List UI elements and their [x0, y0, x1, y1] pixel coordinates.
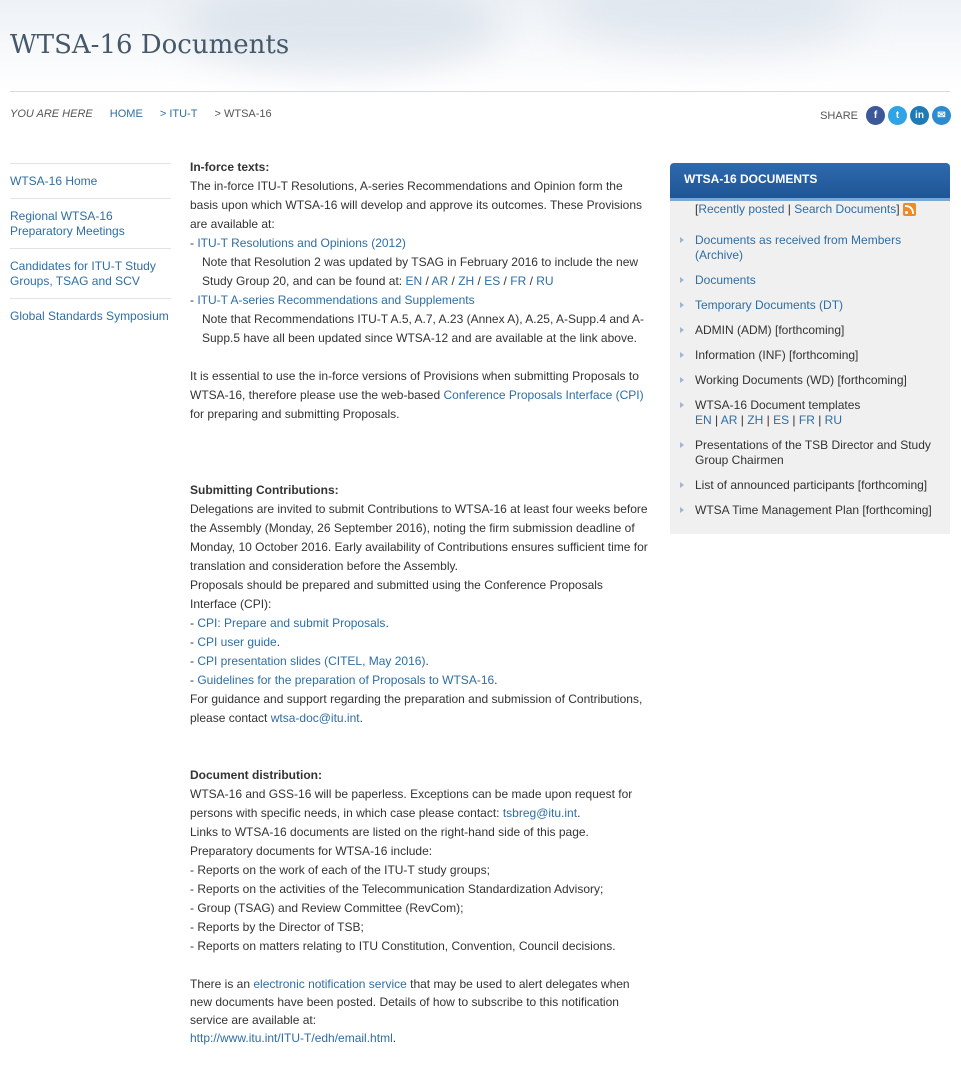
- distribution-paragraph: WTSA-16 and GSS-16 will be paperless. Exceptions can be made upon request for persons with specific needs, in which case please contact: tsbreg@itu.int.: [190, 787, 633, 820]
- presentations-label: Presentations of the TSB Director and Study Group Chairmen: [695, 438, 931, 467]
- arrow-icon: [680, 277, 684, 283]
- distribution-heading: Document distribution:: [190, 768, 322, 782]
- sidebar-item-wd: [670, 373, 950, 398]
- breadcrumb-itut-link[interactable]: > ITU-T: [159, 108, 198, 120]
- contrib-cpi-text: Proposals should be prepared and submitted using the Conference Proposals Interface (CPI):: [190, 578, 603, 611]
- arrow-icon: [680, 402, 684, 408]
- sidebar-quick-links: [695, 202, 916, 216]
- sidebar-item-presentations: [670, 438, 950, 478]
- lang-link-ar[interactable]: AR: [431, 274, 449, 288]
- prep-bullet: - Reports on the work of each of the ITU-T study groups;: [190, 863, 490, 877]
- left-nav-gss[interactable]: Global Standards Symposium: [10, 298, 171, 333]
- notify-text-post: that may be used to alert delegates when new documents have been posted. Details of how to subscribe to this notification service are available at:: [190, 977, 630, 1027]
- page-title: WTSA-16 Documents: [10, 30, 290, 60]
- arrow-icon: [680, 237, 684, 243]
- cpi-link[interactable]: Conference Proposals Interface (CPI): [443, 388, 644, 402]
- aseries-item: - ITU-T A-series Recommendations and Supplements: [190, 293, 475, 307]
- breadcrumb: [10, 108, 286, 120]
- template-lang-ru[interactable]: RU: [824, 413, 843, 427]
- sidebar-item-templates: WTSA-16 Document templates EN | AR | ZH | ES | FR | RU: [670, 398, 950, 438]
- resolutions-link[interactable]: ITU-T Resolutions and Opinions (2012): [197, 236, 406, 250]
- arrow-icon: [680, 302, 684, 308]
- linkedin-icon[interactable]: in: [910, 106, 929, 125]
- rss-icon[interactable]: [903, 203, 916, 216]
- prep-bullet: - Reports by the Director of TSB;: [190, 920, 364, 934]
- page-header: [0, 0, 961, 92]
- cpi-item: - CPI user guide.: [190, 635, 281, 649]
- main-content: [190, 158, 652, 1047]
- preparatory-docs-text: Preparatory documents for WTSA-16 include:: [190, 844, 433, 858]
- aseries-link[interactable]: ITU-T A-series Recommendations and Supplements: [197, 293, 475, 307]
- left-nav-candidates[interactable]: Candidates for ITU-T Study Groups, TSAG and SCV: [10, 248, 171, 298]
- resolution-note: Note that Resolution 2 was updated by TSAG in February 2016 to include the new Study Group 20, and can be found at: EN / AR / ZH / ES / FR / RU: [202, 255, 639, 288]
- notification-url-line: http://www.itu.int/ITU-T/edh/email.html.: [190, 1031, 397, 1045]
- email-icon[interactable]: ✉: [932, 106, 951, 125]
- documents-link[interactable]: Documents: [695, 273, 756, 287]
- facebook-icon[interactable]: f: [866, 106, 885, 125]
- template-lang-ar[interactable]: AR: [720, 413, 738, 427]
- received-documents-link[interactable]: Documents as received from Members (Archive): [695, 233, 902, 262]
- lang-link-en[interactable]: EN: [405, 274, 423, 288]
- template-lang-es[interactable]: ES: [773, 413, 790, 427]
- sidebar-item-info: [670, 348, 950, 373]
- contrib-text: Delegations are invited to submit Contributions to WTSA-16 at least four weeks before the Assembly (Monday, 26 September 2016), noting the firm submission deadline of Monday, 10 October 2016. Early availability of Contributions ensures sufficient time for translation and consideration before the Assembly.: [190, 502, 648, 573]
- aseries-note: Note that Recommendations ITU-T A.5, A.7, A.23 (Annex A), A.25, A-Supp.4 and A-Supp.5 have all been updated since WTSA-12 and are available at the link above.: [202, 312, 645, 345]
- left-nav-home[interactable]: WTSA-16 Home: [10, 163, 171, 198]
- left-nav-regional-meetings[interactable]: Regional WTSA-16 Preparatory Meetings: [10, 198, 171, 248]
- lang-link-zh[interactable]: ZH: [458, 274, 475, 288]
- email-subscription-link[interactable]: http://www.itu.int/ITU-T/edh/email.html: [190, 1031, 393, 1045]
- temporary-documents-link[interactable]: Temporary Documents (DT): [695, 298, 844, 312]
- breadcrumb-home-link[interactable]: HOME: [109, 108, 143, 120]
- distribution-text: WTSA-16 and GSS-16 will be paperless. Exceptions can be made upon request for persons with specific needs, in which case please contact:: [190, 787, 633, 820]
- template-lang-fr[interactable]: FR: [798, 413, 815, 427]
- bracket-open: [: [695, 202, 699, 216]
- lang-link-fr[interactable]: FR: [510, 274, 527, 288]
- arrow-icon: [680, 352, 684, 358]
- arrow-icon: [680, 442, 684, 448]
- time-plan-label: WTSA Time Management Plan [forthcoming]: [695, 503, 932, 517]
- templates-label: WTSA-16 Document templates: [695, 398, 861, 412]
- info-label: Information (INF) [forthcoming]: [695, 348, 859, 362]
- arrow-icon: [680, 482, 684, 488]
- cpi-item: - CPI presentation slides (CITEL, May 2016).: [190, 654, 429, 668]
- cpi-guide-link[interactable]: CPI user guide: [197, 635, 277, 649]
- cpi-item: - CPI: Prepare and submit Proposals.: [190, 616, 389, 630]
- essential-paragraph: [190, 367, 652, 424]
- resolutions-item: - ITU-T Resolutions and Opinions (2012): [190, 236, 406, 250]
- distribution-links-text: Links to WTSA-16 documents are listed on the right-hand side of this page.: [190, 825, 589, 839]
- template-lang-en[interactable]: EN: [695, 413, 712, 427]
- template-lang-zh[interactable]: ZH: [747, 413, 764, 427]
- cpi-prepare-link[interactable]: CPI: Prepare and submit Proposals: [197, 616, 386, 630]
- admin-label: ADMIN (ADM) [forthcoming]: [695, 323, 845, 337]
- contrib-heading: Submitting Contributions:: [190, 483, 339, 497]
- inforce-heading: In-force texts:: [190, 160, 270, 174]
- twitter-icon[interactable]: t: [888, 106, 907, 125]
- prep-bullet: - Reports on the activities of the Telecommunication Standardization Advisory;: [190, 882, 604, 896]
- recently-posted-link[interactable]: Recently posted: [698, 202, 785, 216]
- sidebar-item-participants: [670, 478, 950, 503]
- prep-bullet: - Group (TSAG) and Review Committee (RevCom);: [190, 901, 464, 915]
- arrow-icon: [680, 507, 684, 513]
- sidebar-item-admin: [670, 323, 950, 348]
- share-bar: [820, 106, 951, 125]
- essential-text-pre: It is essential to use the in-force versions of Provisions when submitting Proposals to WTSA-16, therefore please use the web-based: [190, 369, 639, 402]
- notification-service-link[interactable]: electronic notification service: [253, 977, 407, 991]
- sidebar-list: [670, 233, 950, 528]
- header-map-graphic: [560, 0, 860, 50]
- lang-link-ru[interactable]: RU: [536, 274, 554, 288]
- breadcrumb-label: YOU ARE HERE: [10, 108, 93, 120]
- essential-text-post: for preparing and submitting Proposals.: [190, 407, 400, 421]
- bracket-close: ]: [896, 202, 900, 216]
- search-documents-link[interactable]: Search Documents: [794, 202, 897, 216]
- share-label: SHARE: [820, 109, 858, 122]
- wd-label: Working Documents (WD) [forthcoming]: [695, 373, 907, 387]
- tsbreg-email-link[interactable]: tsbreg@itu.int: [502, 806, 578, 820]
- guidelines-link[interactable]: Guidelines for the preparation of Proposals to WTSA-16: [197, 673, 495, 687]
- lang-link-es[interactable]: ES: [484, 274, 501, 288]
- sidebar-item-documents: [670, 273, 950, 298]
- breadcrumb-current: > WTSA-16: [214, 108, 272, 120]
- documents-sidebar: [670, 163, 950, 534]
- prep-bullet: - Reports on matters relating to ITU Constitution, Convention, Council decisions.: [190, 939, 616, 953]
- support-paragraph: For guidance and support regarding the preparation and submission of Contributions, please contact wtsa-doc@itu.int.: [190, 692, 643, 725]
- cpi-item: - Guidelines for the preparation of Proposals to WTSA-16.: [190, 673, 498, 687]
- left-navigation: [10, 163, 171, 333]
- notification-paragraph: [190, 975, 652, 1029]
- resolution-note-text: Note that Resolution 2 was updated by TSAG in February 2016 to include the new Study Group 20, and can be found at:: [202, 255, 639, 288]
- cpi-slides-link[interactable]: CPI presentation slides (CITEL, May 2016): [197, 654, 426, 668]
- sidebar-item-tds: [670, 298, 950, 323]
- arrow-icon: [680, 377, 684, 383]
- notify-text-pre: There is an: [190, 977, 254, 991]
- support-email-link[interactable]: wtsa-doc@itu.int: [270, 711, 360, 725]
- participants-label: List of announced participants [forthcoming]: [695, 478, 928, 492]
- inforce-intro: The in-force ITU-T Resolutions, A-series Recommendations and Opinion form the basis upon which WTSA-16 will develop and approve its outcomes. These Provisions are available at:: [190, 179, 643, 231]
- separator: |: [784, 202, 795, 216]
- support-text: For guidance and support regarding the preparation and submission of Contributions, please contact: [190, 692, 643, 725]
- arrow-icon: [680, 327, 684, 333]
- sidebar-title: WTSA-16 DOCUMENTS: [670, 163, 950, 201]
- sidebar-item-received: [670, 233, 950, 273]
- sidebar-item-time-plan: [670, 503, 950, 528]
- header-divider: [10, 91, 950, 92]
